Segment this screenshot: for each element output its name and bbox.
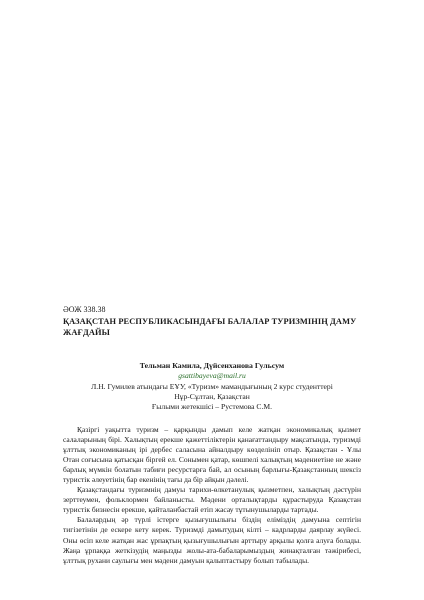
paper-title: ҚАЗАҚСТАН РЕСПУБЛИКАСЫНДАҒЫ БАЛАЛАР ТУРИЗМІНІҢ ДАМУ ЖАҒДАЙЫ [63,317,357,337]
udc-code: ӘОЖ 338.38 [63,305,106,314]
scientific-advisor: Ғылыми жетекшісі – Рустемова С.М. [151,402,273,411]
body-text [63,425,361,566]
paragraph: Балалардың әр түрлі істерге қызығушылығы біздің еліміздің дамуына септігін тигізетінін де ескере кету керек. Туризмді дамытудың кілті – кадрларды даярлау жүйесі. Оны өсіп келе жатқан жас ұрпақтың қызығушылығын арттыру арқылы қолға алуға болады. Жаңа ұрпаққа жеткізудің маңызды жолы-ата-бабаларымыздың жинақталған тәжірибесі, ұлттық рухани саулығы мен мәдени дамуын қалыптастыру болып табылады. [63,515,361,565]
author-names: Тельман Камила, Дүйсенханова Гульсум [139,361,285,370]
paragraph: Қазіргі уақытта туризм – қарқынды дамып келе жатқан экономикалық қызмет салаларының бірі. Халықтың ерекше қажеттіліктерін қанағаттандыру мақсатында, туризмді ұлттық экономиканың ірі дербес саласына айналдыру көзделініп отыр. Қазақстан - Ұлы Отан соғысына қатысқан біргей ел. Сонымен қатар, көшпелі халықтың мәдениетіне не және барлық мүмкін болатын табиғи ресурстарға бай, ал осының барлығы-Қазақстанның шексіз туристік әлеуетінің бар екенінің тағы да бір айқын дәлелі. [63,425,361,485]
paragraph: Қазақстандағы туризмнің дамуы тарихи-өлкетанулық қызметпен, халықтың дәстүрін зерттеумен, фольклормен байланысты. Мәдени орталықтарды құрастыруда Қазақстан туристік бизнесін ерекше, қайталанбастай етіп жасау тұтынушыларды тартады. [63,485,361,515]
city-country: Нұр-Сұлтан, Қазақстан [174,392,250,401]
affiliation: Л.Н. Гумилев атындағы ЕҰУ, «Туризм» мамандығының 2 курс студенттері [91,382,333,391]
author-email[interactable]: gsattibayeva@mail.ru [178,371,246,380]
